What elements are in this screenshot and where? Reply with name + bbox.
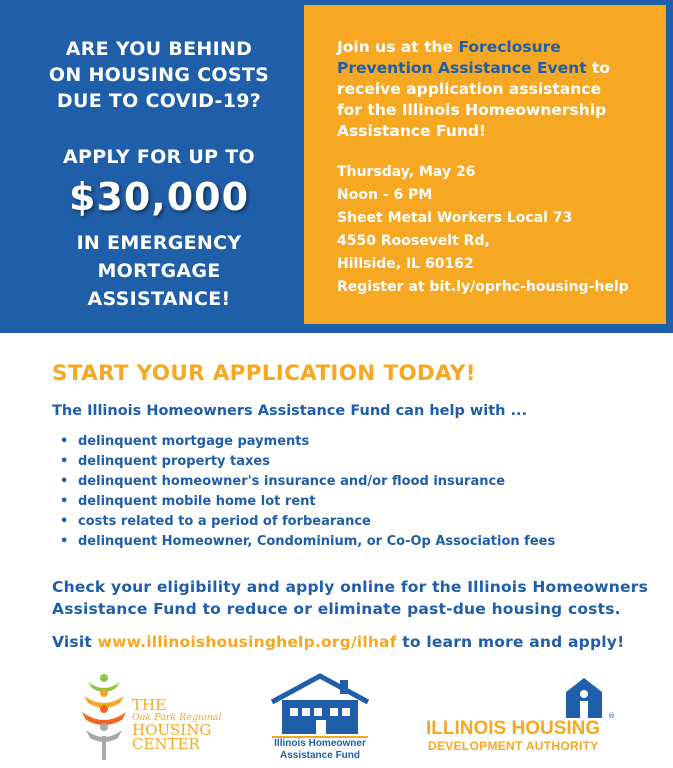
logo-oak-park: Oak Park Regional	[132, 712, 222, 723]
list-item: • delinquent mortgage payments	[60, 434, 310, 449]
registered-mark: ®	[608, 712, 615, 720]
event-register	[337, 278, 657, 296]
eligibility-line-2: Assistance Fund to reduce or eliminate past-due housing costs.	[52, 600, 621, 618]
visit-suffix: to learn more and apply!	[396, 633, 625, 651]
house-icon	[268, 672, 372, 736]
visit-url-link[interactable]: www.illinoishousinghelp.org/ilhaf	[97, 633, 397, 651]
top-banner	[0, 0, 673, 333]
ihda-logo	[420, 672, 620, 762]
logo-housing: HOUSING	[132, 721, 212, 739]
list-item-text: delinquent mortgage payments	[78, 434, 310, 449]
event-line-2-suffix: to	[586, 59, 611, 77]
list-item-text: costs related to a period of forbearance	[78, 514, 371, 529]
question-line-1: ARE YOU BEHIND	[65, 38, 253, 60]
logo-center: CENTER	[132, 735, 200, 753]
oak-park-housing-center-logo	[80, 672, 230, 762]
event-name-part-1: Foreclosure	[458, 38, 561, 56]
event-name-part-2: Prevention Assistance Event	[337, 59, 587, 77]
assist-line-3: ASSISTANCE!	[87, 288, 231, 310]
intro-text: The Illinois Homeowners Assistance Fund can help with ...	[52, 403, 528, 419]
register-link[interactable]: bit.ly/oprhc-housing-help	[429, 279, 629, 295]
event-city: Hillside, IL 60162	[337, 256, 474, 272]
list-item-text: delinquent Homeowner, Condominium, or Co-Op Association fees	[78, 534, 556, 549]
event-panel	[304, 5, 666, 324]
event-street: 4550 Roosevelt Rd,	[337, 233, 490, 249]
people-tree-icon	[80, 672, 132, 762]
register-prefix: Register at	[337, 279, 430, 295]
list-item-text: delinquent property taxes	[78, 454, 270, 469]
event-line-4: for the Illinois Homeownership	[337, 101, 607, 119]
ihaf-logo-line-1: Illinois Homeowner	[274, 738, 366, 749]
event-line-3: receive application assistance	[337, 80, 601, 98]
list-item: • delinquent Homeowner, Condominium, or Co-Op Association fees	[60, 534, 556, 549]
ihda-logo-line-1: ILLINOIS HOUSING	[426, 718, 601, 739]
event-date: Thursday, May 26	[337, 164, 476, 180]
question-line-2: ON HOUSING COSTS	[48, 64, 270, 86]
logo-the: THE	[132, 696, 167, 714]
assist-line-2: MORTGAGE	[97, 260, 221, 282]
visit-prefix: Visit	[52, 633, 98, 651]
event-line-5: Assistance Fund!	[337, 122, 487, 140]
start-heading: START YOUR APPLICATION TODAY!	[52, 361, 476, 386]
eligibility-line-1: Check your eligibility and apply online for the Illinois Homeowners	[52, 578, 649, 596]
visit-line	[52, 633, 624, 651]
event-line-1-prefix: Join us at the	[337, 38, 459, 56]
event-line-1	[337, 38, 657, 57]
list-item: • delinquent homeowner's insurance and/or flood insurance	[60, 474, 506, 489]
event-time: Noon - 6 PM	[337, 187, 433, 203]
left-panel	[0, 0, 318, 333]
ihda-logo-line-2: DEVELOPMENT AUTHORITY	[428, 739, 599, 753]
event-line-2	[337, 59, 657, 78]
event-venue: Sheet Metal Workers Local 73	[337, 210, 573, 226]
question-line-3: DUE TO COVID-19?	[56, 90, 262, 112]
assist-line-1: IN EMERGENCY	[76, 232, 242, 254]
list-item: • delinquent mobile home lot rent	[60, 494, 316, 509]
list-item: • costs related to a period of forbearance	[60, 514, 371, 529]
apply-line: APPLY FOR UP TO	[62, 146, 256, 168]
amount: $30,000	[68, 175, 250, 219]
list-item-text: delinquent homeowner's insurance and/or flood insurance	[78, 474, 506, 489]
ihaf-logo	[268, 672, 372, 764]
list-item-text: delinquent mobile home lot rent	[78, 494, 316, 509]
ihaf-logo-line-2: Assistance Fund	[279, 750, 361, 761]
list-item: • delinquent property taxes	[60, 454, 270, 469]
